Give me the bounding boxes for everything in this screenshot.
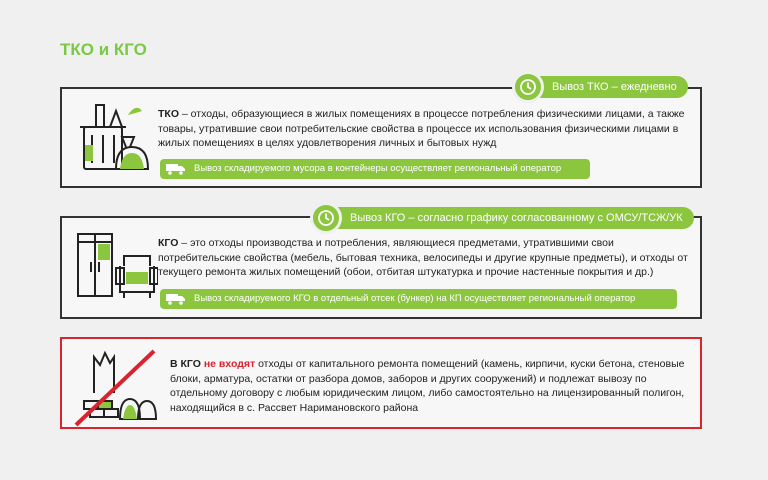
tko-schedule-tag [518, 76, 688, 98]
kgo-term: КГО [158, 237, 179, 249]
kgo-definition-text: – это отходы производства и потребления, являющиеся предметами, утратившими свои потребительские свойства (мебель, бытовая техника, велосипеды и другие крупные предметы), и отходы от текущего ремонта жилых помещений (обои, отбитая штукатурка и прочие настенные покрытия и др.) [158, 237, 688, 278]
furniture-icon [76, 232, 158, 302]
clock-icon [512, 71, 544, 103]
exclusion-rest: отходы от капитального ремонта помещений (камень, кирпичи, куски бетона, стеновые блоки, арматура, остатки от разбора домов, заборов и других сооружений) и подлежат вывозу по отдельному договору с любым юридическим лицом, либо самостоятельно на лицензированный полигон, находящийся в с. Рассвет Наримановского района [170, 358, 685, 414]
kgo-operator-text: Вывоз складируемого КГО в отдельный отсек (бункер) на КП осуществляет региональный оператор [194, 293, 636, 304]
exclusion-text [170, 357, 690, 415]
tko-definition-text: – отходы, образующиеся в жилых помещениях в процессе потребления физическими лицами, а также товары, утратившие свои потребительские свойства в процессе их использования физическими лицами в жилых помещениях в целях удовлетворения личных и бытовых нужд [158, 108, 685, 149]
kgo-schedule-tag [316, 207, 694, 229]
page-title: ТКО и КГО [60, 40, 147, 59]
truck-icon [166, 293, 186, 305]
clock-icon [310, 202, 342, 234]
construction-waste-crossed-icon [70, 345, 160, 427]
tko-operator-text: Вывоз складируемого мусора в контейнеры осуществляет региональный оператор [194, 163, 562, 174]
trash-bin-icon [76, 97, 152, 177]
truck-icon [166, 163, 186, 175]
kgo-definition [158, 236, 692, 280]
tko-term: ТКО [158, 108, 179, 120]
tko-operator-bar [160, 159, 590, 179]
kgo-operator-bar [160, 289, 677, 309]
tko-schedule-label: Вывоз ТКО – ежедневно [552, 81, 677, 93]
exclusion-highlight: не входят [203, 358, 256, 370]
tko-definition [158, 107, 690, 151]
exclusion-prefix: В КГО [170, 358, 204, 370]
kgo-schedule-label: Вывоз КГО – согласно графику согласованному с ОМСУ/ТСЖ/УК [350, 212, 683, 224]
exclusion-card [60, 337, 702, 429]
